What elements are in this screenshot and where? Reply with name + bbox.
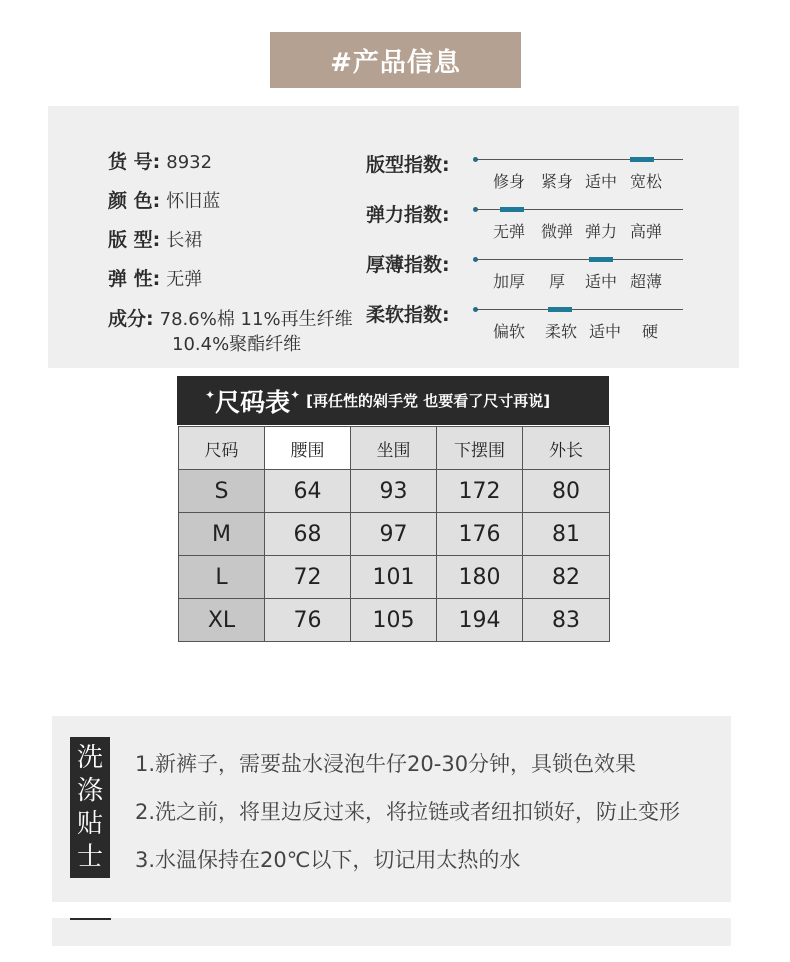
attr-fit: 版 型: 长裙 [108,229,203,251]
index-option: 加厚 [493,272,526,291]
divider [70,918,111,920]
size-table [178,426,610,642]
table-cell: L [179,556,265,599]
index-label-softness: 柔软指数: [366,304,450,326]
table-cell: S [179,470,265,513]
care-tips-tag [70,737,110,878]
bottom-panel [52,918,731,946]
product-info-panel [48,106,739,368]
table-cell: 180 [437,556,523,599]
index-marker [630,157,654,162]
index-scale-line [476,309,683,310]
table-cell: 72 [265,556,351,599]
index-option: 偏软 [493,322,526,341]
index-option: 硬 [642,322,659,341]
index-label-fit: 版型指数: [366,154,450,176]
index-option: 宽松 [630,172,663,191]
index-option: 适中 [585,272,618,291]
index-marker [548,307,572,312]
table-row [179,470,610,513]
sparkle-icon: ✦ [205,387,216,402]
attr-composition-line2: 10.4%聚酯纤维 [172,334,302,355]
table-header-cell: 下摆围 [437,427,523,470]
table-cell: 93 [351,470,437,513]
size-chart-header [177,376,609,425]
index-option: 弹力 [585,222,618,241]
index-marker [500,207,524,212]
care-tag-char: 洗 [76,742,103,773]
care-tip-line: 2.洗之前，将里边反过来，将拉链或者纽扣锁好，防止变形 [135,800,681,824]
attr-composition: 成分: 78.6%棉 11%再生纤维 [108,308,353,330]
attr-item-no: 货 号: 8932 [108,151,213,173]
table-cell: 82 [523,556,610,599]
table-cell: 81 [523,513,610,556]
care-tag-char: 贴 [76,808,103,839]
index-option: 超薄 [630,272,663,291]
index-option: 紧身 [541,172,574,191]
table-cell: M [179,513,265,556]
sparkle-icon: ✦ [290,387,301,402]
attr-color: 颜 色: 怀旧蓝 [108,190,221,212]
index-option: 微弹 [541,222,574,241]
table-cell: 194 [437,599,523,642]
index-label-elastic: 弹力指数: [366,204,450,226]
table-header-cell: 外长 [523,427,610,470]
table-cell: 97 [351,513,437,556]
index-scale-line [476,259,683,260]
table-row [179,556,610,599]
table-cell: 172 [437,470,523,513]
table-row [179,513,610,556]
table-header-row [179,427,610,470]
size-chart-note: [再任性的剁手党 也要看了尺寸再说] [306,392,551,410]
table-cell: 68 [265,513,351,556]
index-option: 高弹 [630,222,663,241]
table-cell: 80 [523,470,610,513]
care-tip-line: 1.新裤子，需要盐水浸泡牛仔20-30分钟，具锁色效果 [135,752,637,776]
attr-elasticity: 弹 性: 无弹 [108,268,203,290]
table-cell: 83 [523,599,610,642]
care-tag-char: 士 [76,841,103,872]
index-option: 修身 [493,172,526,191]
index-option: 适中 [589,322,622,341]
table-cell: 105 [351,599,437,642]
size-chart-title: 尺码表 [215,387,291,417]
care-tag-char: 涤 [76,775,103,806]
index-option: 适中 [585,172,618,191]
table-cell: XL [179,599,265,642]
table-cell: 176 [437,513,523,556]
table-header-cell: 坐围 [351,427,437,470]
section-title: #产品信息 [270,32,521,88]
index-label-thickness: 厚薄指数: [366,254,450,276]
index-option: 厚 [549,272,566,291]
care-tip-line: 3.水温保持在20℃以下，切记用太热的水 [135,848,521,872]
index-option: 无弹 [493,222,526,241]
table-cell: 101 [351,556,437,599]
table-row [179,599,610,642]
index-option: 柔软 [545,322,578,341]
table-cell: 76 [265,599,351,642]
table-cell: 64 [265,470,351,513]
table-header-cell: 腰围 [265,427,351,470]
index-marker [589,257,613,262]
table-header-cell: 尺码 [179,427,265,470]
